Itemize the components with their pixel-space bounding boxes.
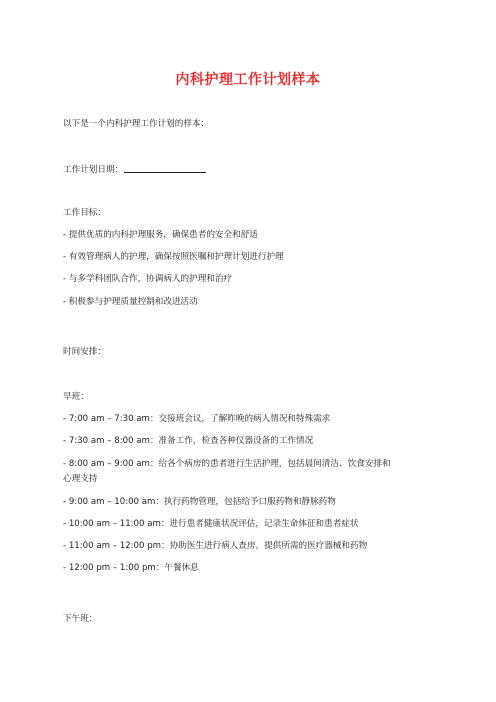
schedule-heading: 时间安排： (63, 347, 106, 357)
morning-item: - 7:30 am – 8:00 am：准备工作，检查各种仪器设备的工作情况 (63, 436, 314, 446)
goals-heading: 工作目标： (63, 208, 106, 218)
morning-item: - 8:00 am – 9:00 am：给各个病房的患者进行生活护理，包括晨间清洁、饮食安排和 (63, 459, 391, 469)
document-title: 内科护理工作计划样本 (175, 72, 321, 88)
morning-item: - 9:00 am – 10:00 am：执行药物管理，包括给予口服药物和静脉药物 (63, 497, 336, 507)
morning-item-continuation: 心理支持 (63, 474, 98, 484)
morning-item: - 10:00 am – 11:00 am：进行患者健康状况评估，记录生命体征和患者症状 (63, 519, 359, 529)
morning-item: - 7:00 am – 7:30 am：交接班会议，了解昨晚的病人情况和特殊需求 (63, 414, 331, 424)
goal-item: - 提供优质的内科护理服务，确保患者的安全和舒适 (63, 230, 258, 240)
goal-item: - 积极参与护理质量控制和改进活动 (63, 297, 198, 307)
date-field (63, 163, 206, 176)
date-blank-line (124, 163, 206, 173)
morning-shift-heading: 早班： (63, 392, 89, 402)
goal-item: - 与多学科团队合作，协调病人的护理和治疗 (63, 274, 233, 284)
morning-item: - 11:00 am – 12:00 pm：协助医生进行病人查房，提供所需的医疗器械和药物 (63, 541, 368, 551)
afternoon-shift-heading: 下午班： (63, 614, 98, 624)
intro-text: 以下是一个内科护理工作计划的样本： (63, 119, 210, 129)
goal-item: - 有效管理病人的护理，确保按照医嘱和护理计划进行护理 (63, 252, 284, 262)
morning-item: - 12:00 pm – 1:00 pm：午餐休息 (63, 563, 199, 573)
date-label: 工作计划日期： (63, 165, 124, 175)
